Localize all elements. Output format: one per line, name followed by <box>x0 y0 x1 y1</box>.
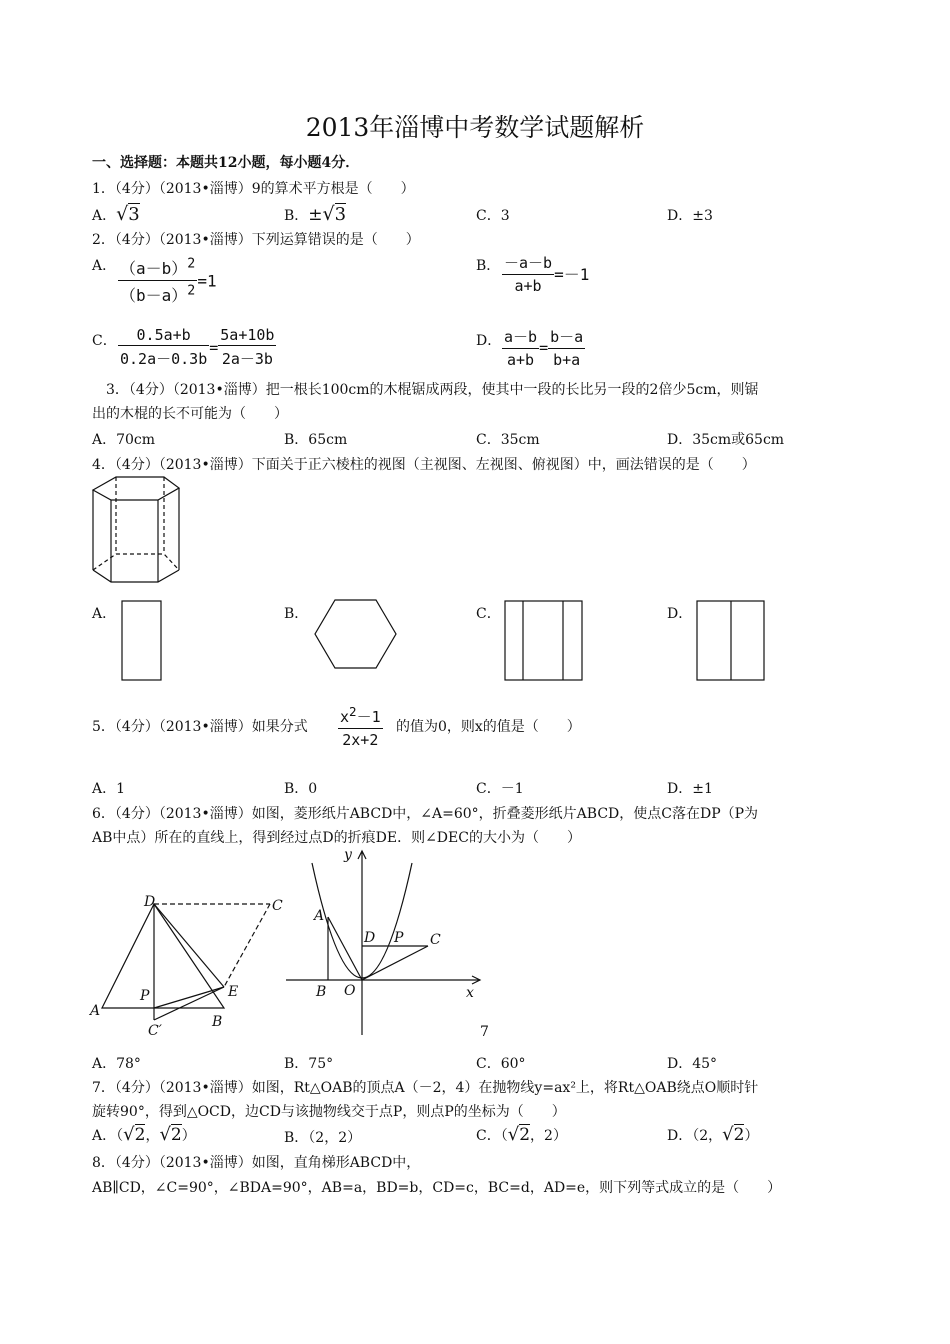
q6-option-b: B．75° <box>284 1056 334 1072</box>
q5-option-d: D．±1 <box>667 781 713 797</box>
q8-stem-line1: 8．（4分）（2013•淄博）如图，直角梯形ABCD中， <box>92 1155 421 1171</box>
q4-option-d-rectangle-two-parts <box>696 600 766 682</box>
q3-option-b: B．65cm <box>284 432 348 448</box>
q2-option-d-label: D． <box>476 333 502 349</box>
hexagonal-prism-figure <box>88 474 188 586</box>
q6-option-d: D．45° <box>667 1056 718 1072</box>
q7-stem-line2: 旋转90°，得到△OCD，边CD与该抛物线交于点P，则点P的坐标为（ ） <box>92 1104 566 1120</box>
q3-stem-line2: 出的木棍的长不可能为（ ） <box>92 406 288 422</box>
label-c-prime: C′ <box>148 1023 162 1039</box>
q1-option-d: D．±3 <box>667 208 713 224</box>
q1-option-a: A．√3 <box>92 203 140 225</box>
sqrt-symbol: √ <box>722 1124 734 1145</box>
q2-option-d-expr: $\frac{a-b}{a+b}$ = $\frac{b-a}{b+a}$ <box>504 328 584 369</box>
sqrt-symbol: √ <box>159 1124 171 1145</box>
q5-option-a: A．1 <box>92 781 126 797</box>
q7-option-b: B．（2，2） <box>284 1130 362 1146</box>
q4-option-c-label: C． <box>476 606 501 622</box>
q2-option-b-expr: $\frac{-a-b}{a+b}$ =－1 <box>504 254 590 295</box>
q2-option-b-label: B． <box>476 258 501 274</box>
label-y-axis: y <box>344 847 352 863</box>
label-e: E <box>228 984 239 1000</box>
q5-option-b: B．0 <box>284 781 318 797</box>
sqrt-symbol: √ <box>123 1124 135 1145</box>
label-a: A <box>90 1003 101 1019</box>
q3-option-a: A．70cm <box>92 432 156 448</box>
figure-caption: 7 <box>480 1024 489 1040</box>
label-a: A <box>314 908 325 924</box>
q2-option-c-label: C． <box>92 333 117 349</box>
label-c: C <box>272 898 283 914</box>
q5-fraction: $\frac{x^2-1}{2x+2}$ <box>340 704 381 749</box>
q5-stem-post: 的值为0，则x的值是（ ） <box>396 719 581 735</box>
label-x-axis: x <box>466 985 474 1001</box>
label-p: P <box>394 930 404 946</box>
label-d: D <box>144 894 156 910</box>
section-header: 一、选择题：本题共12小题，每小题4分． <box>92 155 360 171</box>
q7-stem-line1: 7．（4分）（2013•淄博）如图，Rt△OAB的顶点A（－2，4）在抛物线y=ax²上，将Rt△OAB绕点O顺时针 <box>92 1080 759 1096</box>
q1-stem: 1．（4分）（2013•淄博）9的算术平方根是（ ） <box>92 181 415 197</box>
q1-option-b: B．±√3 <box>284 203 347 225</box>
q3-stem-line1: 3．（4分）（2013•淄博）把一根长100cm的木棍锯成两段，使其中一段的长比另一段的2倍少5cm，则锯 <box>106 382 759 398</box>
sqrt-symbol: √ <box>322 203 335 225</box>
page-title: 2013年淄博中考数学试题解析 <box>305 113 645 142</box>
q4-stem: 4．（4分）（2013•淄博）下面关于正六棱柱的视图（主视图、左视图、俯视图）中，画法错误的是（ ） <box>92 457 756 473</box>
q1-option-c: C．3 <box>476 208 510 224</box>
q4-option-d-label: D． <box>667 606 693 622</box>
q6-option-a: A．78° <box>92 1056 141 1072</box>
q2-option-a-expr: $\frac{(a-b)^2}{(b-a)^2}$ =1 <box>120 256 217 305</box>
q4-option-b-hexagon <box>314 598 398 672</box>
q2-option-c-expr: $\frac{0.5a+b}{0.2a-0.3b}$ = $\frac{5a+10b}{2a-3b}$ <box>120 326 275 368</box>
label-p: P <box>140 988 150 1004</box>
q4-option-a-label: A． <box>92 606 117 622</box>
label-b: B <box>316 984 327 1000</box>
q5-stem-pre: 5．（4分）（2013•淄博）如果分式 <box>92 719 308 735</box>
q5-option-c: C．－1 <box>476 781 524 797</box>
q4-option-b-label: B． <box>284 606 309 622</box>
label-o: O <box>344 983 356 999</box>
q7-option-a: A．（√2，√2） <box>92 1124 196 1145</box>
parabola-rotation-figure <box>282 843 492 1043</box>
sqrt-symbol: √ <box>507 1124 520 1145</box>
label-d: D <box>364 930 376 946</box>
q2-stem: 2．（4分）（2013•淄博）下列运算错误的是（ ） <box>92 232 420 248</box>
q7-option-c: C．（√2，2） <box>476 1124 567 1145</box>
q6-stem-line1: 6．（4分）（2013•淄博）如图，菱形纸片ABCD中，∠A=60°，折叠菱形纸片ABCD，使点C落在DP（P为 <box>92 806 759 822</box>
label-b: B <box>212 1014 223 1030</box>
q4-option-a-rectangle <box>121 600 163 682</box>
q2-option-a-label: A． <box>92 258 117 274</box>
q8-stem-line2: AB∥CD，∠C=90°，∠BDA=90°，AB=a，BD=b，CD=c，BC=d，AD=e，则下列等式成立的是（ ） <box>92 1180 782 1196</box>
sqrt-symbol: √ <box>116 203 129 225</box>
q7-option-d: D．（2，√2） <box>667 1124 759 1145</box>
q6-stem-line2: AB中点）所在的直线上，得到经过点D的折痕DE．则∠DEC的大小为（ ） <box>92 830 581 846</box>
q4-option-c-rectangle-three-parts <box>504 600 584 682</box>
rhombus-fold-figure <box>88 892 288 1042</box>
label-c: C <box>430 932 441 948</box>
q3-option-d: D．35cm或65cm <box>667 432 785 448</box>
q6-option-c: C．60° <box>476 1056 526 1072</box>
q3-option-c: C．35cm <box>476 432 540 448</box>
